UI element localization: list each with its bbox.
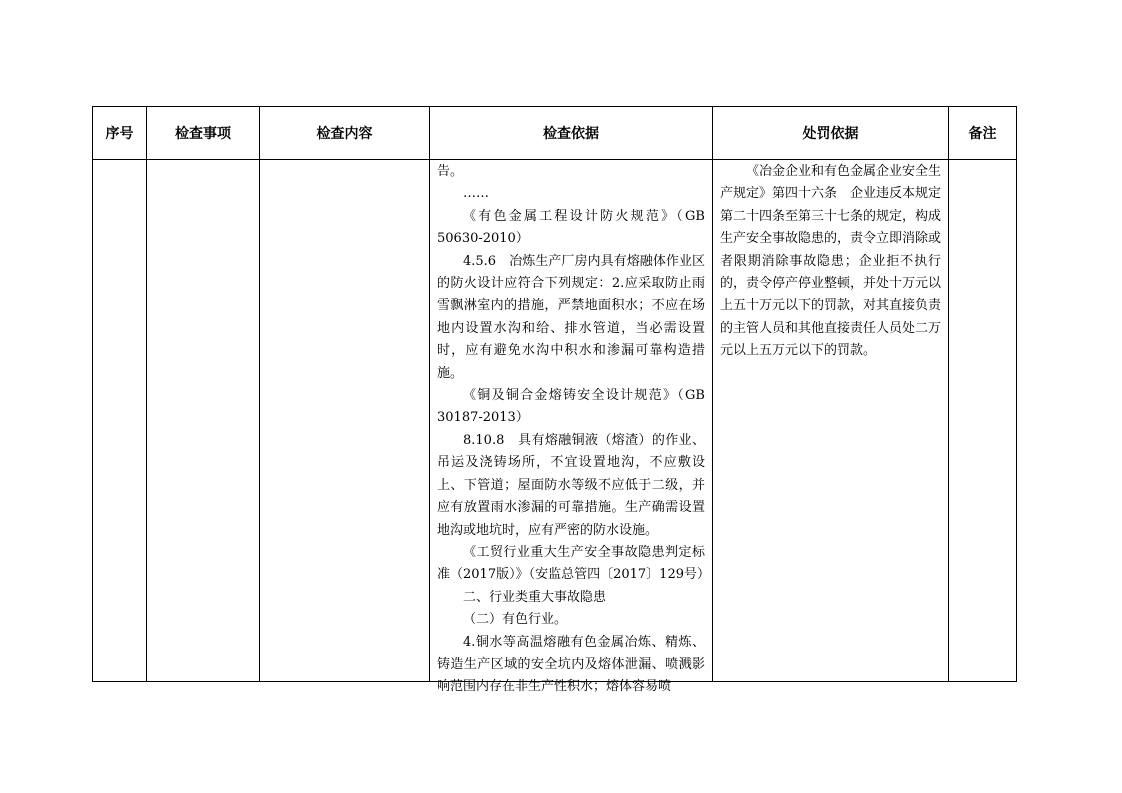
basis-para: 《铜及铜合金熔铸安全设计规范》（GB 30187-2013）: [437, 388, 705, 426]
cell-content: [260, 160, 430, 682]
table-header-row: [93, 107, 1017, 160]
cell-penalty: [713, 160, 949, 682]
basis-para: 《有色金属工程设计防火规范》（GB 50630-2010）: [437, 208, 705, 247]
basis-para: ……: [463, 186, 489, 202]
cell-remark: [949, 160, 1017, 682]
basis-para: 《工贸行业重大生产安全事故隐患判定标准（2017版）》（安监总管四〔2017〕129号）: [437, 544, 710, 583]
header-item: 检查事项: [147, 107, 260, 160]
header-basis: 检查依据: [430, 107, 713, 160]
basis-para: 4.铜水等高温熔融有色金属冶炼、精炼、铸造生产区域的安全坑内及熔体泄漏、喷溅影响范围内存在非生产性积水；熔体容易喷: [437, 634, 705, 695]
inspection-table: [92, 106, 1017, 695]
basis-para: 二、行业类重大事故隐患: [463, 589, 607, 605]
header-seq: 序号: [93, 107, 147, 160]
basis-para: 4.5.6 冶炼生产厂房内具有熔融体作业区的防火设计应符合下列规定：2.应采取防止雨雪飘淋室内的措施，严禁地面积水；不应在场地内设置水沟和给、排水管道，当必需设置时，应有避免水沟中积水和渗漏可靠构造措施。: [437, 253, 705, 381]
header-content: 检查内容: [260, 107, 430, 160]
basis-para: 8.10.8 具有熔融铜液（熔渣）的作业、吊运及浇铸场所，不宜设置地沟，不应敷设上、下管道；屋面防水等级不应低于二级，并应有放置雨水渗漏的可靠措施。生产确需设置地沟或地坑时，应有严密的防水设施。: [437, 432, 705, 538]
header-penalty: 处罚依据: [713, 107, 949, 160]
basis-para: 告。: [437, 164, 464, 179]
basis-para: （二）有色行业。: [463, 612, 568, 628]
header-remark: 备注: [949, 107, 1017, 160]
cell-seq: [93, 160, 147, 682]
cell-item: [147, 160, 260, 682]
cell-basis: [430, 160, 713, 695]
table-row: [93, 160, 1017, 682]
penalty-para: 《冶金企业和有色金属企业安全生产规定》第四十六条 企业违反本规定第二十四条至第三十七条的规定，构成生产安全事故隐患的，责令立即消除或者限期消除事故隐患；企业拒不执行的，责令停产停业整顿，并处十万元以上五十万元以下的罚款，对其直接负责的主管人员和其他直接责任人员处二万元以上五万元以下的罚款。: [720, 164, 942, 359]
